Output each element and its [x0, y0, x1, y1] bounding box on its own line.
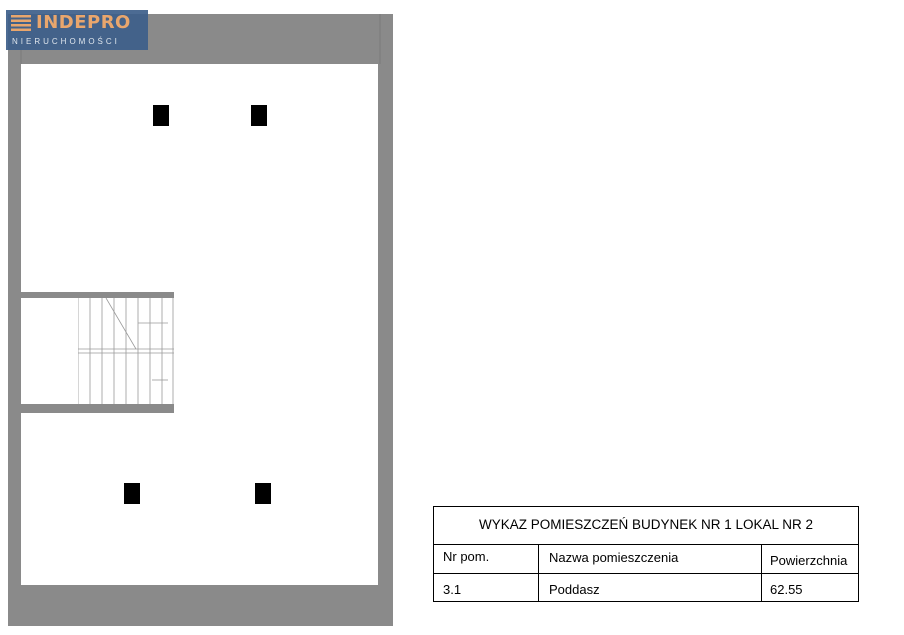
row-room-number: 3.1	[443, 582, 462, 597]
logo-tagline: NIERUCHOMOŚCI	[12, 37, 120, 46]
header-room-name: Nazwa pomieszczenia	[549, 550, 679, 565]
room-table-title: WYKAZ POMIESZCZEŃ BUDYNEK NR 1 LOKAL NR 2	[434, 507, 858, 545]
stair-wall-bottom	[21, 404, 174, 413]
header-area: Powierzchnia	[770, 553, 848, 568]
pillar	[251, 105, 267, 126]
logo-building-icon	[11, 15, 31, 31]
floor-plan	[8, 14, 393, 626]
indepro-logo	[6, 10, 148, 50]
pillar	[255, 483, 271, 504]
header-room-number: Nr pom.	[443, 549, 490, 564]
row-room-name: Poddasz	[549, 582, 600, 597]
attic-room-area	[21, 64, 378, 585]
room-table	[433, 506, 859, 602]
pillar	[153, 105, 169, 126]
table-divider	[434, 573, 858, 574]
row-room-area: 62.55	[770, 582, 803, 597]
staircase	[78, 298, 174, 404]
pillar	[124, 483, 140, 504]
logo-name: INDEPRO	[36, 12, 131, 33]
